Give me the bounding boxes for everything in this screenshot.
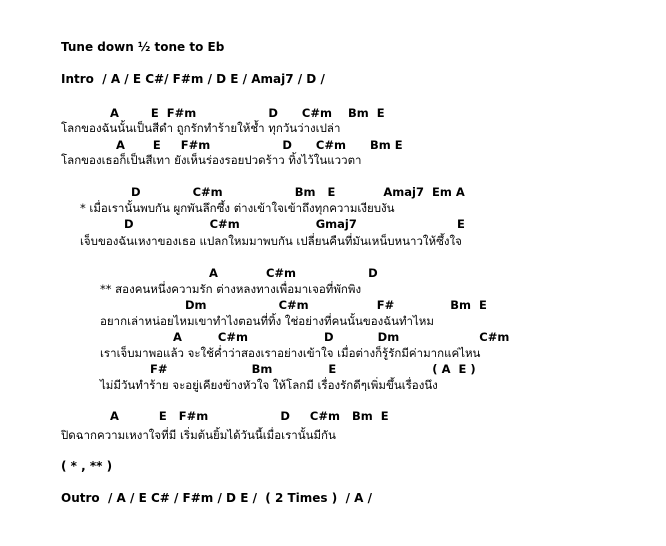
- intro-line: Intro / A / E C#/ F#m / D E / Amaj7 / D /: [61, 72, 325, 86]
- prechorus-chords-2: D C#m Gmaj7 E: [124, 217, 465, 231]
- chorus-lyrics-1: ** สองคนหนึ่งความรัก ต่างหลงทางเพื่อมาเจอที่พักพิง: [100, 282, 362, 296]
- bridge-chords-1: A E F#m D C#m Bm E: [110, 409, 389, 423]
- chorus-chords-4: F# Bm E ( A E ): [150, 362, 476, 376]
- verse1-chords-2: A E F#m D C#m Bm E: [116, 138, 403, 152]
- chorus-chords-2: Dm C#m F# Bm E: [185, 298, 487, 312]
- verse1-lyrics-2: โลกของเธอก็เป็นสีเทา ยังเห็นร่องรอยปวดร้าว ทิ้งไว้ในแววตา: [61, 153, 362, 167]
- prechorus-chords-1: D C#m Bm E Amaj7 Em A: [131, 185, 465, 199]
- verse1-lyrics-1: โลกของฉันนั้นเป็นสีดำ ถูกรักทำร้ายให้ช้ำ ทุกวันว่างเปล่า: [61, 121, 341, 135]
- chorus-lyrics-3: เราเจ็บมาพอแล้ว จะใช้ค่ำว่าสองเราอย่างเข้าใจ เมื่อต่างก็รู้รักมีค่ามากแค่ไหน: [100, 346, 481, 360]
- chorus-chords-3: A C#m D Dm C#m: [173, 330, 510, 344]
- prechorus-lyrics-2: เจ็บของฉันเหงาของเธอ แปลกใหมมาพบกัน เปลี่ยนคืนที่มันเหน็บหนาวให้ซึ้งใจ: [80, 234, 462, 248]
- tuning-note: Tune down ½ tone to Eb: [61, 40, 225, 54]
- chorus-lyrics-2: อยากเล่าหน่อยไหมเขาทำไงตอนที่ทิ้ง ใช่อย่างที่คนนั้นของฉันทำไหม: [100, 314, 434, 328]
- bridge-lyrics-1: ปิดฉากความเหงาใจที่มี เริ่มต้นยิ้มได้วันนี้เมื่อเรานั้นมีกัน: [61, 428, 336, 442]
- verse1-chords-1: A E F#m D C#m Bm E: [110, 106, 385, 120]
- chorus-chords-1: A C#m D: [209, 266, 378, 280]
- repeat-marker: ( * , ** ): [61, 459, 113, 473]
- chorus-lyrics-4: ไม่มีวันทำร้าย จะอยู่เคียงข้างหัวใจ ให้โลกมี เรื่องรักดีๆเพิ่มขึ้นเรื่องนึง: [100, 378, 438, 392]
- outro-line: Outro / A / E C# / F#m / D E / ( 2 Times ) / A /: [61, 491, 373, 505]
- prechorus-lyrics-1: * เมื่อเรานั้นพบกัน ผูกพันลึกซึ้ง ต่างเข้าใจเข้าถึงทุกความเงียบงัน: [80, 201, 395, 215]
